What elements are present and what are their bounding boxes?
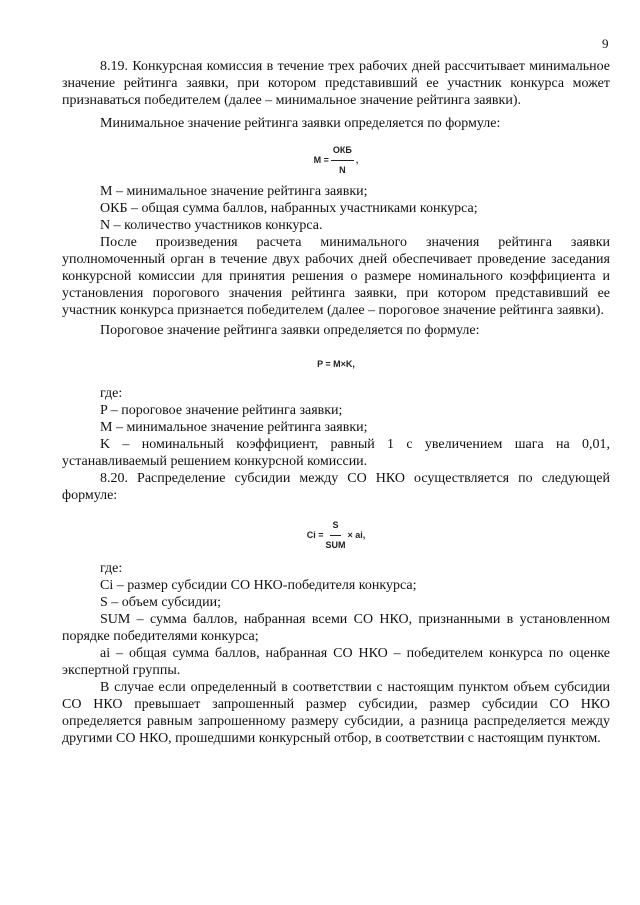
formula-fraction: [331, 142, 354, 179]
formula-numerator: S: [330, 517, 340, 536]
paragraph-final: В случае если определенный в соответствии с настоящим пунктом объем субсидии СО НКО превышает запрошенный размер субсидии, размер субсидии СО НКО определяется равным запрошенному размеру субсидии, а разница распределяется между другими СО НКО, прошедшими конкурсный отбор, в соответствии с настоящим пунктом.: [62, 680, 610, 746]
definition-m: M – минимальное значение рейтинга заявки;: [100, 184, 368, 199]
definition-n: N – количество участников конкурса.: [100, 218, 323, 233]
threshold-formula-intro: Пороговое значение рейтинга заявки определяется по формуле:: [100, 323, 480, 338]
formula-lhs: Ci =: [306, 529, 324, 540]
paragraph-8-19: 8.19. Конкурсная комиссия в течение трех рабочих дней рассчитывает минимальное значение рейтинга заявки, при котором представивший ее участник конкурса может признаваться победителем (далее – минимальное значение рейтинга заявки).: [62, 59, 610, 108]
definition-m-2: M – минимальное значение рейтинга заявки;: [100, 420, 368, 435]
definition-ci: Ci – размер субсидии СО НКО-победителя конкурса;: [100, 578, 417, 593]
formula-minimum-rating: [62, 140, 610, 180]
formula-tail: × ai,: [347, 529, 366, 540]
formula-tail: ,: [355, 154, 359, 165]
formula-text: P = M×K,: [317, 358, 355, 369]
paragraph-8-20: 8.20. Распределение субсидии между СО НКО осуществляется по следующей формуле:: [62, 471, 610, 503]
document-body: [62, 58, 610, 747]
formula-lhs: M =: [313, 154, 329, 165]
formula-denominator: N: [339, 164, 346, 175]
where-label-1: где:: [100, 386, 123, 401]
formula-numerator: ОКБ: [331, 142, 354, 161]
formula-subsidy-distribution: [62, 518, 610, 552]
definition-ai: ai – общая сумма баллов, набранная СО НКО – победителем конкурса по оценке экспертной группы.: [62, 646, 610, 678]
definition-p: P – пороговое значение рейтинга заявки;: [100, 403, 343, 418]
paragraph-after-calculation: После произведения расчета минимального значения рейтинга заявки уполномоченный орган в течение двух рабочих дней обеспечивает проведение заседания конкурсной комиссии для принятия решения о размере номинального коэффициента и установления порогового значения рейтинга заявки, при котором представивший ее участник конкурса признается победителем (далее – пороговое значение рейтинга заявки).: [62, 235, 610, 318]
min-formula-intro: Минимальное значение рейтинга заявки определяется по формуле:: [100, 116, 501, 131]
definition-sum: SUM – сумма баллов, набранная всеми СО НКО, признанными в установленном порядке победителями конкурса;: [62, 612, 610, 644]
definition-s: S – объем субсидии;: [100, 595, 222, 610]
formula-threshold-rating: [62, 354, 610, 374]
formula-denominator: SUM: [325, 539, 346, 550]
formula-fraction: [326, 517, 346, 554]
definition-k: K – номинальный коэффициент, равный 1 с увеличением шага на 0,01, устанавливаемый решением конкурсной комиссии.: [62, 437, 610, 469]
definition-okb: ОКБ – общая сумма баллов, набранных участниками конкурса;: [100, 201, 478, 216]
where-label-2: где:: [100, 561, 123, 576]
page-number: 9: [602, 36, 609, 51]
